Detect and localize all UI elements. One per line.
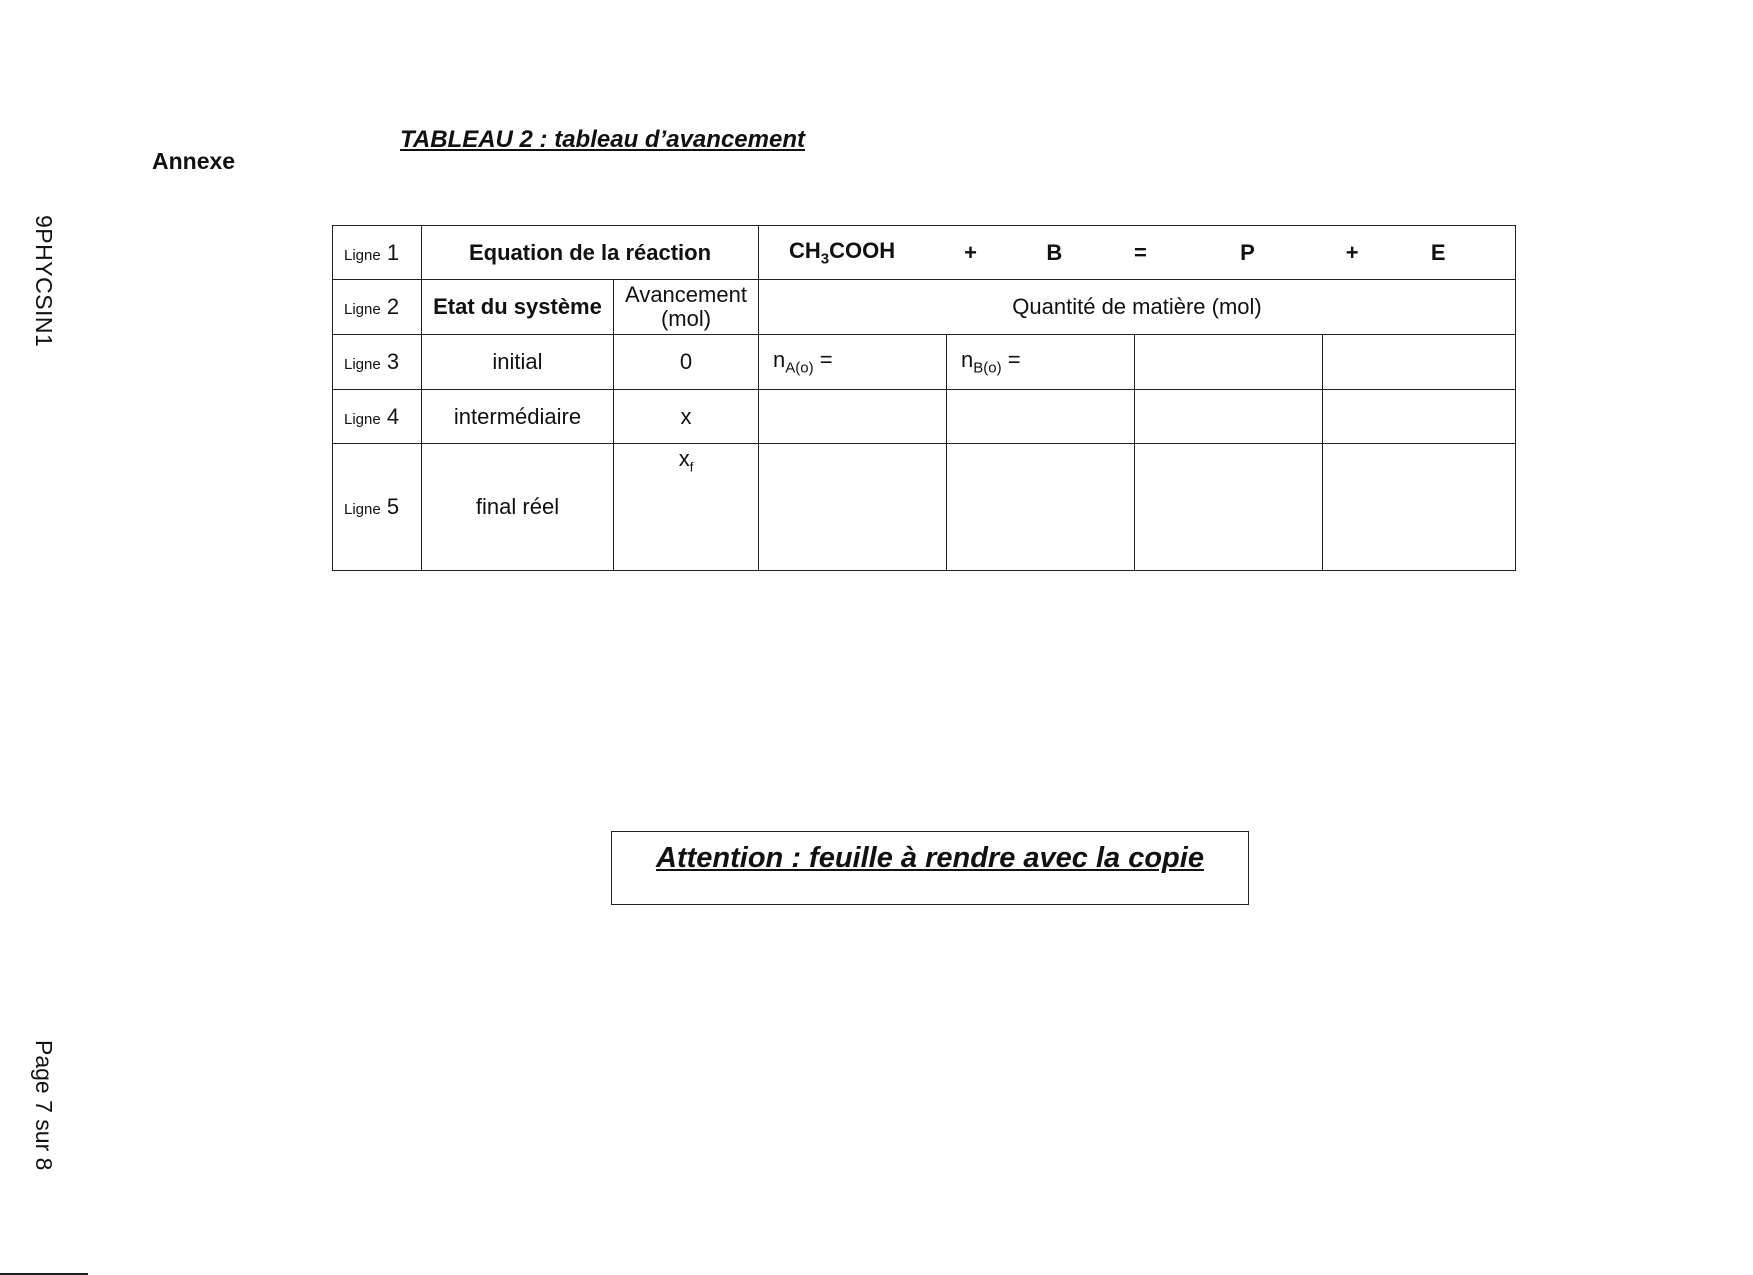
product-p: P	[1240, 239, 1255, 265]
row-label-1: Ligne 1	[333, 226, 422, 280]
reactant-b: B	[1046, 239, 1063, 265]
n-b-initial[interactable]: $n_{B(o)}$ =	[947, 335, 1135, 390]
reactant-ch3cooh: $CH_3COOH$	[789, 237, 896, 268]
advancement-table	[332, 225, 1516, 571]
cell-a-intermediaire[interactable]	[759, 390, 947, 444]
avancement-initial: 0	[614, 335, 759, 390]
avancement-header: Avancement (mol)	[614, 280, 759, 335]
cell-e-final[interactable]	[1323, 444, 1516, 571]
notice-box	[611, 831, 1249, 905]
cell-p-initial[interactable]	[1135, 335, 1323, 390]
cell-a-final[interactable]	[759, 444, 947, 571]
equals-sign: =	[1133, 239, 1147, 265]
table-row	[333, 335, 1516, 390]
cell-p-final[interactable]	[1135, 444, 1323, 571]
state-final: final réel	[422, 444, 614, 571]
product-e: E	[1430, 239, 1446, 265]
etat-label: Etat du système	[422, 280, 614, 335]
plus-sign: +	[1345, 239, 1359, 265]
row-label-3: Ligne 3	[333, 335, 422, 390]
state-intermediaire: intermédiaire	[422, 390, 614, 444]
cell-e-initial[interactable]	[1323, 335, 1516, 390]
cell-e-intermediaire[interactable]	[1323, 390, 1516, 444]
reaction-equation	[759, 226, 1516, 280]
page-number: Page 7 sur 8	[31, 1040, 57, 1171]
row-label-2: Ligne 2	[333, 280, 422, 335]
table-title: TABLEAU 2 : tableau d’avancement	[400, 126, 805, 153]
document-code: 9PHYCSIN1	[31, 215, 57, 348]
table-row	[333, 226, 1516, 280]
equation-label: Equation de la réaction	[422, 226, 759, 280]
row-label-5: Ligne 5	[333, 444, 422, 571]
avancement-intermediaire: x	[614, 390, 759, 444]
table-row	[333, 390, 1516, 444]
quantite-header: Quantité de matière (mol)	[759, 280, 1516, 335]
notice-text: Attention : feuille à rendre avec la copie	[656, 842, 1204, 874]
state-initial: initial	[422, 335, 614, 390]
annexe-label: Annexe	[152, 148, 236, 174]
n-a-initial[interactable]: $n_{A(o)}$ =	[759, 335, 947, 390]
cell-p-intermediaire[interactable]	[1135, 390, 1323, 444]
avancement-final: $x_f$	[614, 444, 759, 571]
table-row	[333, 280, 1516, 335]
plus-sign: +	[964, 239, 977, 265]
cell-b-final[interactable]	[947, 444, 1135, 571]
cell-b-intermediaire[interactable]	[947, 390, 1135, 444]
table-row	[333, 444, 1516, 571]
row-label-4: Ligne 4	[333, 390, 422, 444]
